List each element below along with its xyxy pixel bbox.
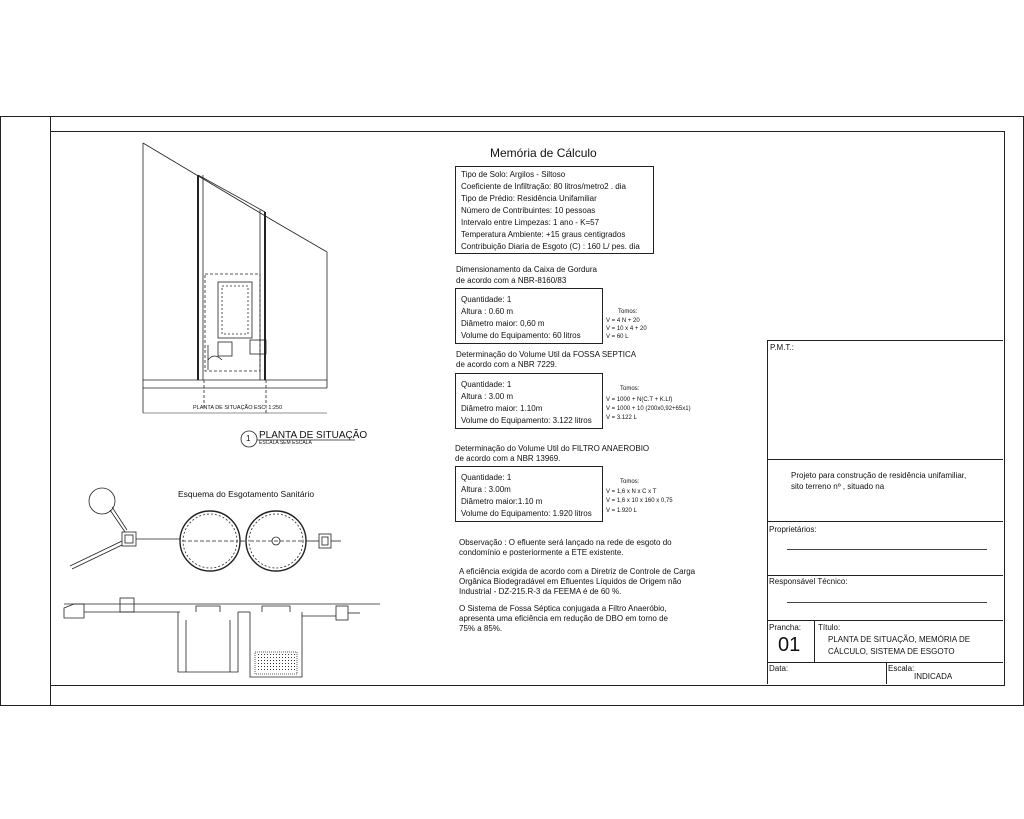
septic-line: Altura : 3.00 m (461, 392, 514, 401)
soil-info-box (455, 166, 654, 254)
grease-line: Volume do Equipamento: 60 litros (461, 331, 581, 340)
title-block-divider (814, 620, 815, 662)
grease-line: Quantidade: 1 (461, 295, 512, 304)
signature-line (787, 549, 987, 550)
site-plan-label-number: 1 (246, 434, 251, 443)
filter-calc-line: V = 1,6 x 10 x 160 x 0,75 (606, 498, 673, 504)
grease-calc-line: V = 4 N + 20 (606, 318, 640, 324)
title-label: Título: (818, 623, 841, 632)
observation-line: Observação : O efluente será lançado na rede de esgoto do (459, 538, 672, 547)
info-line: Coeficiente de Infiltração: 80 litros/metro2 . dia (461, 182, 626, 191)
info-line: Número de Contribuintes: 10 pessoas (461, 206, 596, 215)
sheet-label: Prancha: (769, 623, 802, 632)
grease-box-norm: de acordo com a NBR-8160/83 (456, 276, 567, 285)
info-line: Contribuição Diaria de Esgoto (C) : 160 L/ pes. dia (461, 242, 640, 251)
title-block-divider (767, 620, 1003, 621)
filter-calc-line: V = 1.920 L (606, 508, 637, 514)
info-line: Temperatura Ambiente: +15 graus centigrados (461, 230, 626, 239)
scale-label: Escala: (888, 664, 915, 673)
site-plan-label-scale: ESCALA SEM ESCALA (259, 440, 312, 446)
septic-heading: Determinação do Volume Util da FOSSA SEPTICA (456, 350, 637, 359)
septic-line: Diâmetro maior: 1.10m (461, 404, 543, 413)
filter-table (455, 466, 603, 522)
info-line: Tipo de Solo: Argilos - Siltoso (461, 170, 566, 179)
info-line: Intervalo entre Limpezas: 1 ano - K=57 (461, 218, 600, 227)
filter-norm: de acordo com a NBR 13969. (455, 454, 561, 463)
observation-line: apresenta uma eficiência em redução de DBO em torno de (459, 614, 669, 623)
filter-line: Quantidade: 1 (461, 473, 512, 482)
septic-calc-title: Tomos: (620, 386, 640, 392)
sheet-number: 01 (778, 634, 801, 656)
info-line: Tipo de Prédio: Residência Unifamiliar (461, 194, 597, 203)
title-block-divider (767, 521, 1003, 522)
filter-calc-title: Tomos: (620, 479, 640, 485)
grease-calc-title: Tomos: (618, 309, 638, 315)
grease-box-heading: Dimensionamento da Caixa de Gordura (456, 265, 597, 274)
site-plan-label-title: PLANTA DE SITUAÇÃO (259, 430, 368, 441)
grease-calc-line: V = 60 L (606, 334, 629, 340)
filter-calc-line: V = 1,6 x N x C x T (606, 489, 657, 495)
septic-line: Volume do Equipamento: 3.122 litros (461, 416, 592, 425)
calc-memory-title: Memória de Cálculo (490, 146, 597, 160)
date-label: Data: (769, 664, 789, 673)
site-plan-caption: PLANTA DE SITUAÇÃO ESC. 1:250 (193, 405, 283, 411)
grease-calc-line: V = 10 x 4 + 20 (606, 326, 647, 332)
technical-responsible-label: Responsável Técnico: (769, 577, 848, 586)
observation-line: O Sistema de Fossa Séptica conjugada a Filtro Anaeróbio, (459, 604, 667, 613)
filter-line: Volume do Equipamento: 1.920 litros (461, 509, 592, 518)
septic-calc-line: V = 3.122 L (606, 415, 637, 421)
scale-value: INDICADA (914, 672, 953, 681)
septic-norm: de acordo com a NBR 7229. (456, 360, 557, 369)
filter-heading: Determinação do Volume Util do FILTRO ANAEROBIO (455, 444, 650, 453)
filter-line: Diâmetro maior:1.10 m (461, 497, 543, 506)
drawing-title-line: CÁLCULO, SISTEMA DE ESGOTO (828, 647, 955, 656)
drawing-title-line: PLANTA DE SITUAÇÃO, MEMÓRIA DE (828, 635, 971, 644)
septic-table (455, 373, 603, 429)
scheme-title: Esquema do Esgotamento Sanitário (178, 489, 315, 499)
title-block-divider (886, 662, 887, 684)
septic-line: Quantidade: 1 (461, 380, 512, 389)
project-description-line: sito terreno nº , situado na (791, 482, 885, 491)
observation-line: Orgânica Biodegradável em Efluentes Líquidos de Origem não (459, 577, 682, 586)
title-block-divider (767, 459, 1003, 460)
observation-line: A eficiência exigida de acordo com a Diretriz de Controle de Carga (459, 567, 696, 576)
grease-line: Diâmetro maior: 0,60 m (461, 319, 545, 328)
title-block-divider (767, 662, 1003, 663)
signature-line (787, 602, 987, 603)
grease-box-table (455, 288, 603, 344)
project-description-line: Projeto para construção de residência unifamiliar, (791, 471, 967, 480)
pmt-label: P.M.T.: (770, 343, 794, 352)
septic-calc-line: V = 1000 + N(C.T + K.Lf) (606, 397, 673, 403)
owners-label: Proprietários: (769, 525, 817, 534)
observation-line: Industrial - DZ-215.R-3 da FEEMA é de 60 %. (459, 587, 622, 596)
septic-calc-line: V = 1000 + 10 (200x0,92+65x1) (606, 406, 691, 412)
observation-line: condomínio e posteriormente a ETE existente. (459, 548, 624, 557)
filter-line: Altura : 3.00m (461, 485, 511, 494)
observation-line: 75% a 85%. (459, 624, 503, 633)
title-block (767, 340, 1003, 684)
grease-line: Altura : 0.60 m (461, 307, 514, 316)
